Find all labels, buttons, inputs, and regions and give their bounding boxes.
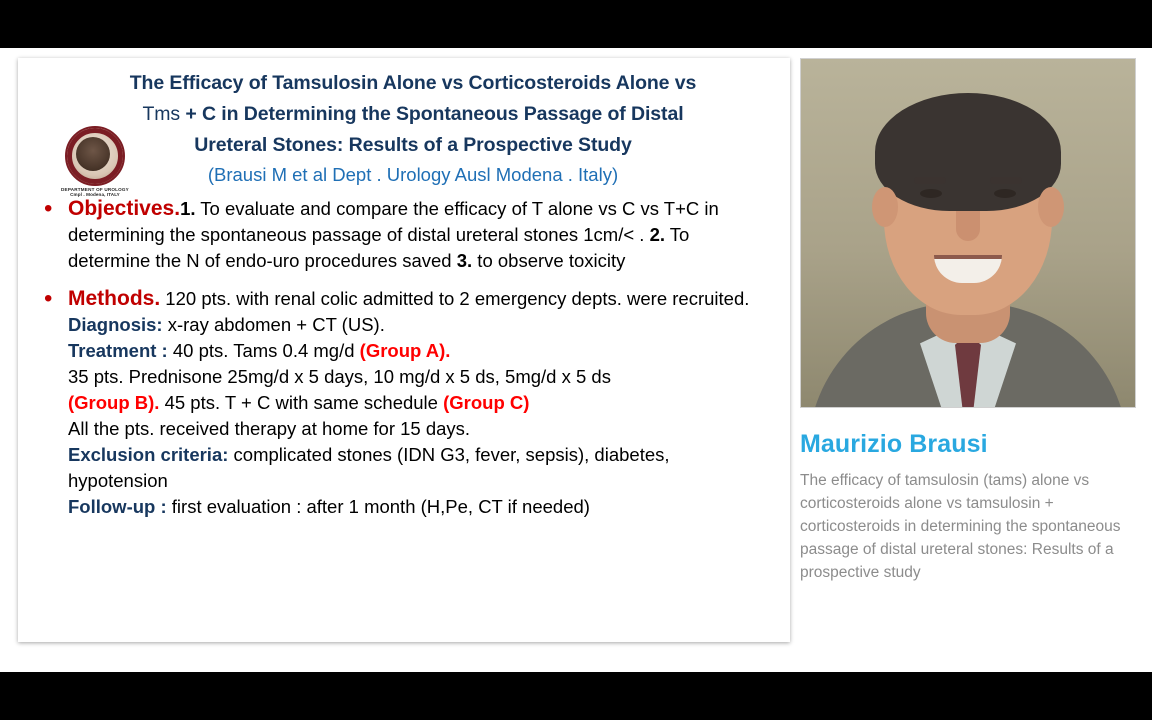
bullet-methods: [34, 286, 774, 520]
portrait-hair: [875, 93, 1061, 211]
slide-title-line-2: [52, 99, 774, 130]
methods-label-exclusion: Exclusion criteria:: [68, 444, 229, 465]
objectives-heading: Objectives.: [68, 197, 181, 220]
objectives-text-2: To determine the N of endo-uro procedures saved: [68, 224, 690, 271]
portrait-eye-right: [994, 189, 1016, 198]
speaker-description: The efficacy of tamsulosin (tams) alone vs corticosteroids alone vs tamsulosin + corticosteroids in determining the spontaneous passage of distal ureteral stones: Results of a prospective study: [800, 472, 1121, 581]
slide-title-line-3-text: Ureteral Stones: Results of a Prospective Study: [194, 134, 632, 156]
methods-label-diagnosis: Diagnosis: [68, 314, 157, 335]
portrait-brow-left: [914, 177, 946, 184]
objectives-text-1: To evaluate and compare the efficacy of T alone vs C vs T+C in determining the spontaneous passage of distal ureteral stones 1cm/< .: [68, 198, 719, 245]
methods-heading: Methods.: [68, 287, 161, 310]
bullet-dot-icon: •: [44, 195, 53, 222]
speaker-name: Maurizio Brausi: [800, 430, 988, 458]
slide-title-line-2-text: + C in Determining the Spontaneous Passage of Distal: [185, 103, 684, 125]
methods-sep-diagnosis: :: [156, 314, 163, 335]
portrait-nose: [956, 211, 980, 241]
speaker-photo: [800, 58, 1136, 408]
slide-panel: [18, 58, 790, 642]
crest-caption-line-1: DEPARTMENT OF UROLOGY: [61, 187, 129, 192]
methods-text-exclusion: complicated stones (IDN G3, fever, sepsis), diabetes, hypotension: [68, 444, 670, 491]
methods-text-prednisone: 35 pts. Prednisone 25mg/d x 5 days, 10 mg/d x 5 ds, 5mg/d x 5 ds: [68, 366, 611, 387]
methods-group-b: (Group B).: [68, 392, 160, 413]
slide-title-line-3: [52, 130, 774, 161]
university-crest-logo: [58, 126, 132, 200]
slide-title-line-1: [52, 68, 774, 99]
objectives-text-3: to observe toxicity: [472, 250, 626, 271]
methods-text-home-therapy: All the pts. received therapy at home for 15 days.: [68, 418, 471, 439]
bullet-dot-icon: •: [44, 285, 53, 312]
crest-seal-icon: [65, 126, 125, 186]
portrait-ear-left: [872, 187, 898, 227]
methods-group-a: (Group A).: [359, 340, 451, 361]
slide-subtitle: [52, 161, 774, 188]
slide-header: [34, 64, 774, 197]
portrait-eye-left: [920, 189, 942, 198]
portrait-ear-right: [1038, 187, 1064, 227]
objectives-num-2: 2.: [649, 224, 665, 245]
methods-group-c: (Group C): [443, 392, 530, 413]
methods-intro: 120 pts. with renal colic admitted to 2 emergency depts. were recruited.: [160, 288, 750, 309]
objectives-num-3: 3.: [456, 250, 473, 271]
slide-body: [34, 196, 774, 520]
bullet-objectives: [34, 196, 774, 274]
methods-text-groupc: 45 pts. T + C with same schedule: [159, 392, 444, 413]
presentation-viewer: [0, 48, 1152, 672]
portrait-brow-right: [990, 177, 1022, 184]
methods-label-treatment: Treatment :: [68, 340, 168, 361]
methods-paragraph: [68, 286, 774, 520]
crest-caption-line-2: Cmpl . Modena, ITALY: [70, 192, 120, 197]
speaker-panel: [800, 58, 1136, 642]
slide-title-line-1-text: The Efficacy of Tamsulosin Alone vs Corticosteroids Alone vs: [129, 72, 697, 94]
methods-label-followup: Follow-up :: [68, 496, 167, 517]
methods-text-treatment: 40 pts. Tams 0.4 mg/d: [167, 340, 360, 361]
methods-text-diagnosis: x-ray abdomen + CT (US).: [162, 314, 385, 335]
slide-title-line-2-prefix: Tms: [142, 103, 186, 125]
methods-text-followup: first evaluation : after 1 month (H,Pe, CT if needed): [166, 496, 590, 517]
slide-subtitle-text: (Brausi M et al Dept . Urology Ausl Modena . Italy): [207, 164, 619, 185]
objectives-num-1: 1.: [180, 198, 196, 219]
objectives-paragraph: [68, 196, 774, 274]
